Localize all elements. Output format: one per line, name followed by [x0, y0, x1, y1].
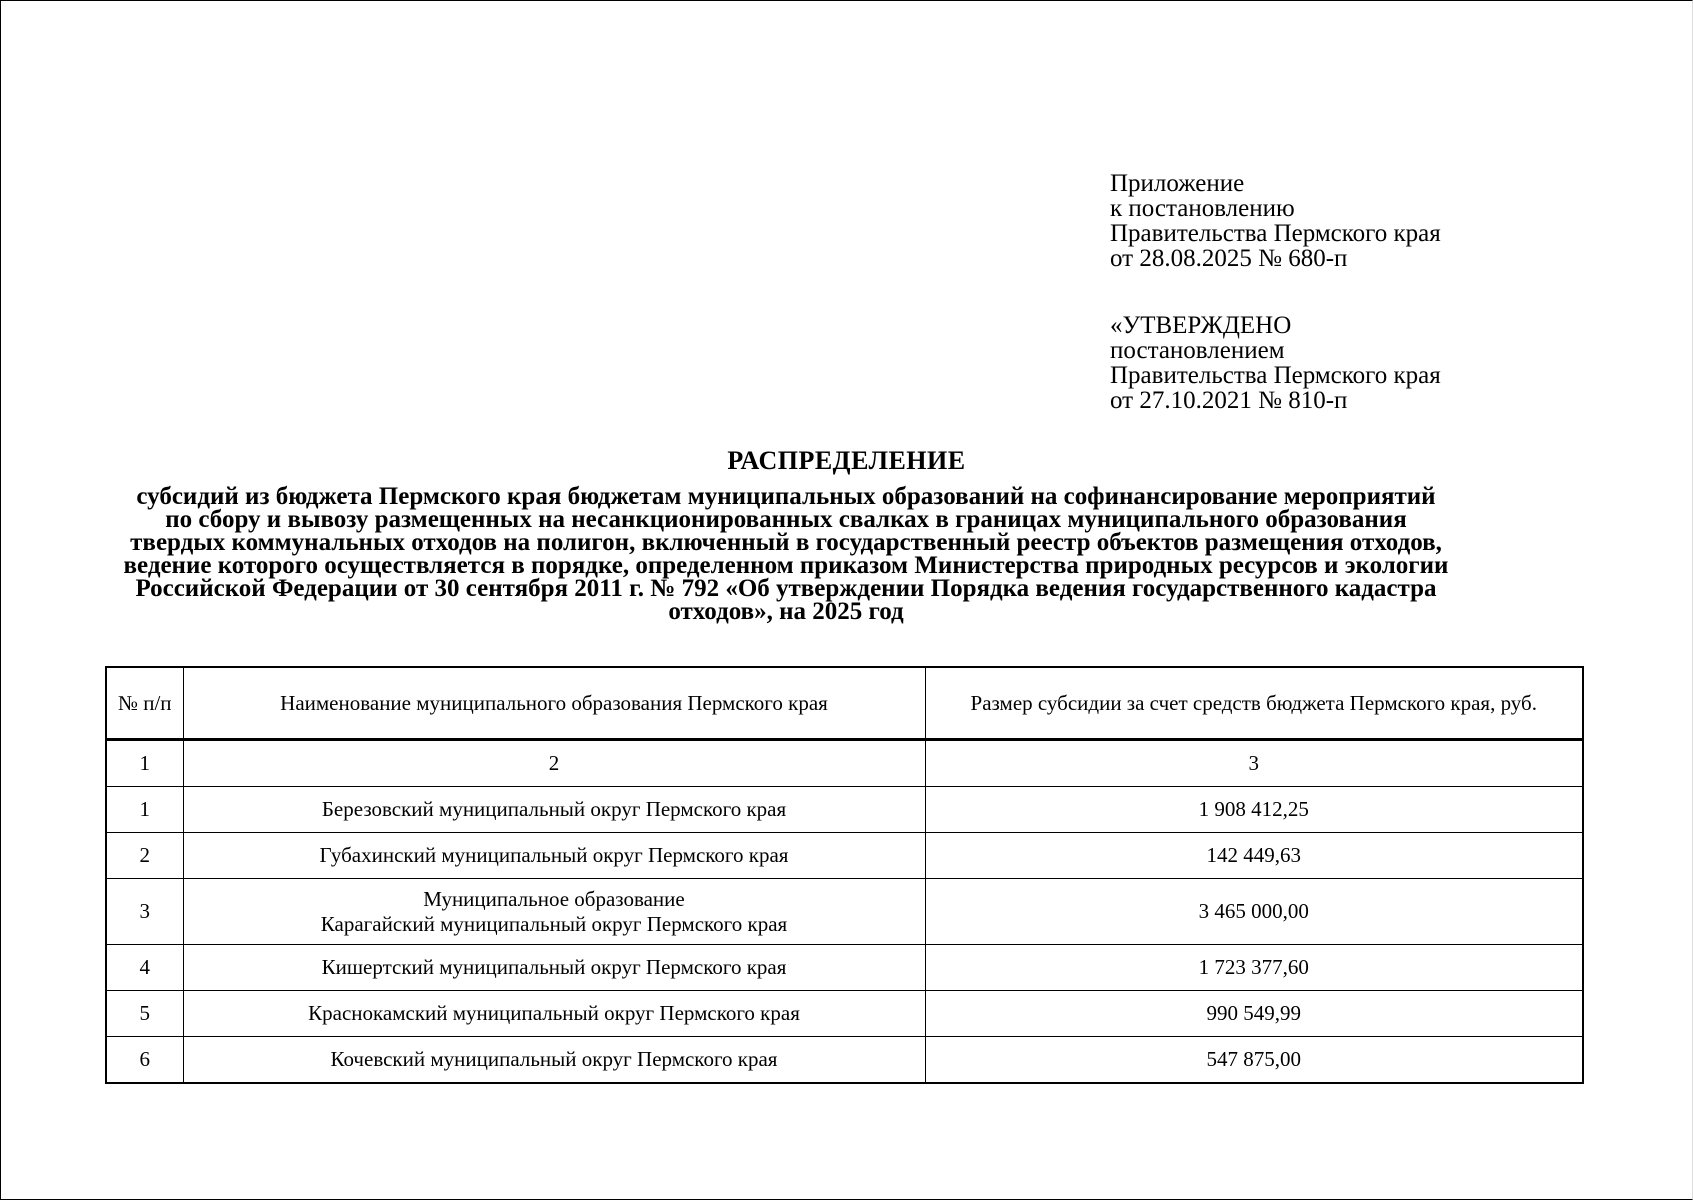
column-number: 3	[925, 740, 1583, 787]
column-number: 2	[183, 740, 925, 787]
approved-line: постановлением	[1110, 337, 1285, 364]
appendix-line: Приложение	[1110, 170, 1245, 197]
approved-line: Правительства Пермского края	[1110, 362, 1441, 389]
row-amount: 990 549,99	[925, 991, 1583, 1037]
column-numbering-row	[106, 740, 1583, 787]
row-num: 3	[106, 879, 183, 945]
approved-line: от 27.10.2021 № 810-п	[1110, 387, 1348, 414]
row-name: Березовский муниципальный округ Пермского края	[183, 787, 925, 833]
row-num: 2	[106, 833, 183, 879]
row-amount: 3 465 000,00	[925, 879, 1583, 945]
document-title: РАСПРЕДЕЛЕНИЕ	[727, 446, 966, 475]
row-num: 6	[106, 1037, 183, 1084]
table-row	[106, 1037, 1583, 1084]
table-row	[106, 991, 1583, 1037]
row-name: Губахинский муниципальный округ Пермского края	[183, 833, 925, 879]
document-subtitle: субсидий из бюджета Пермского края бюджетам муниципальных образований на софинансирование мероприятий по сбору и вывозу размещенных на несанкционированных свалках в границах муниципального образования твердых коммунальных отходов на полигон, включенный в государственный реестр объектов размещения отходов, ведение которого осуществляется в порядке, определенном приказом Министерства природных ресурсов и экологии Российской Федерации от 30 сентября 2011 г. № 792 «Об утверждении Порядка ведения государственного кадастра отходов», на 2025 год	[123, 483, 1449, 625]
table-row	[106, 879, 1583, 945]
approved-line: «УТВЕРЖДЕНО	[1110, 312, 1292, 339]
subsidy-table	[105, 666, 1584, 1084]
row-num: 1	[106, 787, 183, 833]
header-amount: Размер субсидии за счет средств бюджета Пермского края, руб.	[925, 667, 1583, 740]
appendix-line: Правительства Пермского края	[1110, 220, 1441, 247]
row-amount: 1 908 412,25	[925, 787, 1583, 833]
row-num: 5	[106, 991, 183, 1037]
appendix-block	[1110, 171, 1441, 271]
header-name: Наименование муниципального образования Пермского края	[183, 667, 925, 740]
row-name	[183, 879, 925, 945]
row-name-line: Муниципальное образование	[423, 886, 685, 911]
row-name-line: Карагайский муниципальный округ Пермского края	[320, 911, 788, 936]
row-amount: 1 723 377,60	[925, 945, 1583, 991]
table-header-row	[106, 667, 1583, 740]
approved-block	[1110, 313, 1441, 413]
row-amount: 547 875,00	[925, 1037, 1583, 1084]
appendix-line: от 28.08.2025 № 680-п	[1110, 245, 1348, 272]
row-name: Кочевский муниципальный округ Пермского края	[183, 1037, 925, 1084]
row-amount: 142 449,63	[925, 833, 1583, 879]
row-name: Кишертский муниципальный округ Пермского края	[183, 945, 925, 991]
row-num: 4	[106, 945, 183, 991]
table-row	[106, 787, 1583, 833]
table-row	[106, 945, 1583, 991]
appendix-line: к постановлению	[1110, 195, 1295, 222]
table-row	[106, 833, 1583, 879]
column-number: 1	[106, 740, 183, 787]
header-num: № п/п	[106, 667, 183, 740]
row-name: Краснокамский муниципальный округ Пермского края	[183, 991, 925, 1037]
